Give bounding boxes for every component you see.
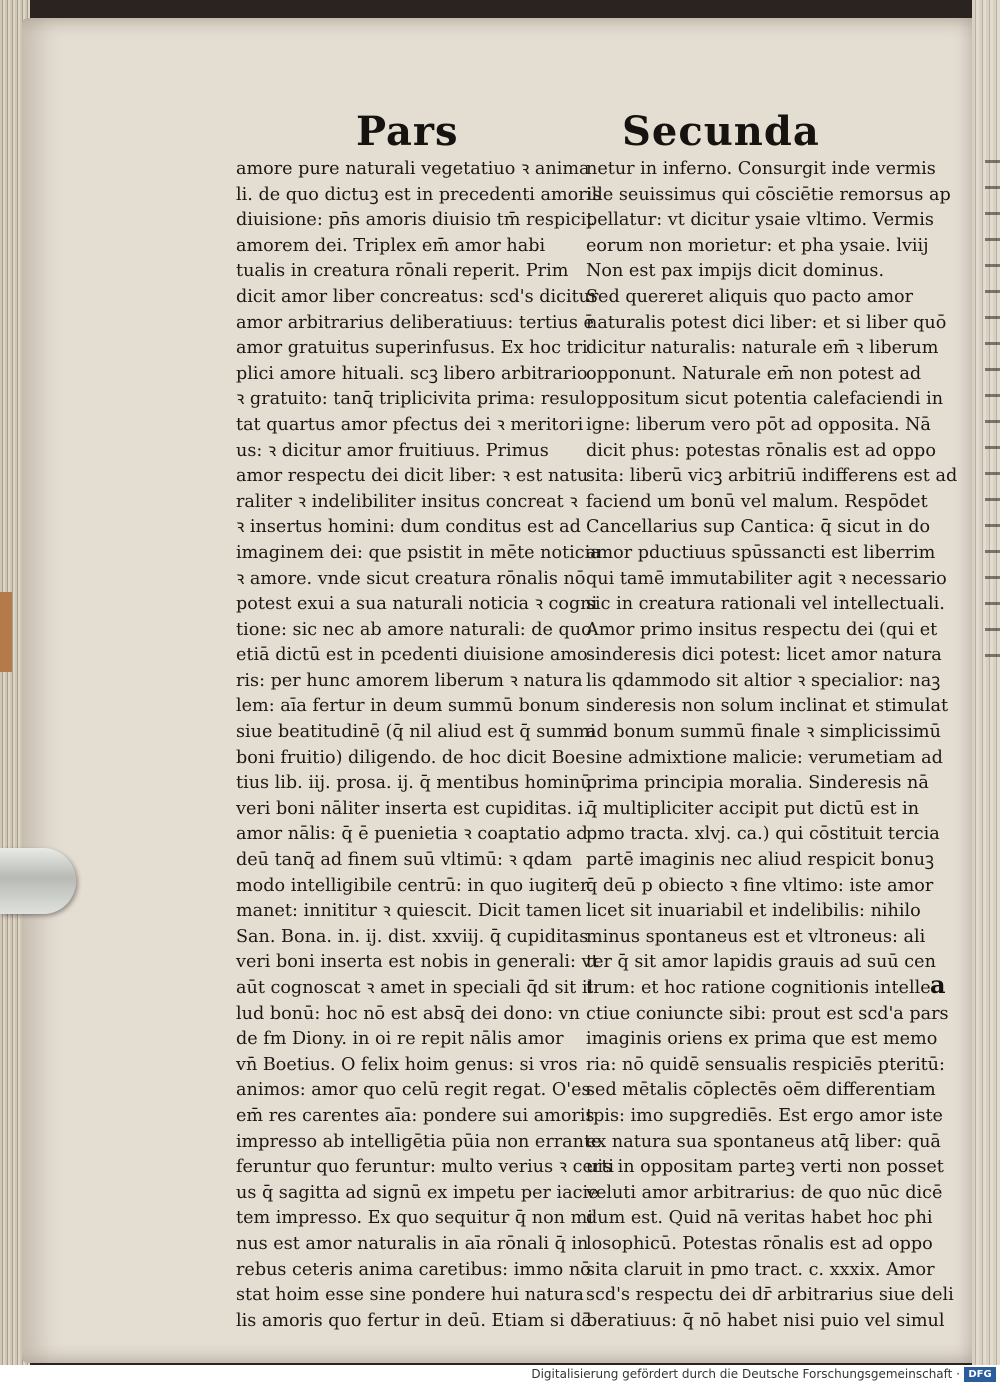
bookmark-tab — [0, 592, 12, 672]
text-line: amor arbitrarius deliberatiuus: tertius ē — [236, 312, 594, 333]
text-line: de fm Diony. in oi re repit nālis amor — [236, 1029, 564, 1050]
text-line: amorem dei. Triplex em̄ amor habi — [236, 235, 546, 256]
text-line: sinderesis dici potest: licet amor natura — [586, 645, 942, 666]
text-column-right — [586, 157, 958, 1334]
text-line: dicitur naturalis: naturale em̄ ꝛ liberum — [586, 338, 939, 359]
text-column-left — [236, 157, 615, 1334]
text-line: manet: innititur ꝛ quiescit. Dicit tamen — [236, 901, 582, 922]
text-line: q̄ multipliciter accipit put dictū est in — [586, 798, 920, 819]
text-line: raliter ꝛ indelibiliter insitus concreat ꝛ — [236, 491, 578, 512]
text-line: dicit phus: potestas rōnalis est ad oppo — [586, 440, 936, 461]
text-line: imaginis oriens ex prima que est memo — [586, 1029, 938, 1050]
text-line: tem impresso. Ex quo sequitur q̄ non mi — [236, 1208, 593, 1229]
text-line: sic in creatura rationali vel intellectuali. — [586, 594, 945, 615]
text-line: scd's respectu dei dr̄ arbitrarius siue deli — [586, 1285, 954, 1306]
text-line: pmo tracta. xlvj. ca.) qui cōstituit tercia — [586, 824, 940, 845]
text-line: lis qdammodo sit altior ꝛ specialior: naꝫ — [586, 670, 941, 691]
text-line: ris: per hunc amorem liberum ꝛ natura — [236, 670, 583, 691]
text-line: oppositum sicut potentia calefaciendi in — [586, 389, 944, 410]
text-line: em̄ res carentes aīa: pondere sui amoris — [236, 1105, 595, 1126]
text-line: igne: liberum vero pōt ad opposita. Nā — [586, 414, 931, 435]
facing-page-bleed — [985, 160, 1000, 680]
text-line: veri boni inserta est nobis in generali: vt — [236, 952, 599, 973]
text-line: veri boni nāliter inserta est cupiditas. i. — [236, 798, 589, 819]
running-head-right: Secunda — [622, 108, 820, 155]
text-line: sita claruit in pmo tract. c. xxxix. Amor — [586, 1259, 935, 1280]
text-line: stat hoim esse sine pondere hui natura — [236, 1285, 584, 1306]
text-line: lud bonū: hoc nō est absq̄ dei dono: vn — [236, 1003, 580, 1024]
text-line: ctiue coniuncte sibi: prout est scd'a pars — [586, 1003, 949, 1024]
text-line: amor respectu dei dicit liber: ꝛ est natu — [236, 466, 589, 487]
text-line: sine admixtione malicie: verumetiam ad — [586, 747, 943, 768]
text-line: vn̄ Boetius. O felix hoim genus: si vros — [236, 1054, 578, 1075]
text-line: siue beatitudinē (q̄ nil aliud est q̄ summi — [236, 722, 596, 743]
text-line: Non est pax impijs dicit dominus. — [586, 261, 885, 282]
running-head-left: Pars — [356, 108, 459, 155]
text-line: sinderesis non solum inclinat et stimulat — [586, 696, 949, 717]
text-line: ad bonum summū finale ꝛ simplicissimū — [586, 722, 941, 743]
text-line: impresso ab intelligētia pūia non errante — [236, 1131, 602, 1152]
text-line: opponunt. Naturale em̄ non potest ad — [586, 363, 922, 384]
text-line: nus est amor naturalis in aīa rōnali q̄ in — [236, 1233, 589, 1254]
text-line: trum: et hoc ratione cognitionis intelle — [586, 978, 931, 998]
text-line: amor nālis: q̄ ē puenietia ꝛ coaptatio ad — [236, 824, 588, 845]
text-line: us q̄ sagitta ad signū ex impetu per iacie — [236, 1182, 599, 1203]
text-line: sed mētalis cōplectēs oēm differentiam — [586, 1080, 936, 1101]
text-line: ria: nō quidē sensualis respiciēs pteritū: — [586, 1054, 945, 1075]
text-line: feruntur quo feruntur: multo verius ꝛ certi — [236, 1157, 615, 1178]
text-line: lis amoris quo fertur in deū. Etiam si dā — [236, 1310, 592, 1331]
text-line: plici amore hituali. scꝫ libero arbitrario — [236, 363, 588, 384]
text-line: eorum non morietur: et pha ysaie. lviij — [586, 235, 929, 256]
text-line: tpis: imo supgrediēs. Est ergo amor iste — [586, 1105, 943, 1126]
text-line: minus spontaneus est et vltroneus: ali — [586, 926, 926, 947]
text-line: imaginem dei: que psistit in mēte noticia — [236, 542, 601, 563]
text-line: amor pductiuus spūssancti est liberrim — [586, 542, 936, 563]
text-line: tius lib. iij. prosa. ij. q̄ mentibus hominū — [236, 773, 592, 794]
text-line: ꝛ insertus homini: dum conditus est ad — [236, 517, 581, 538]
text-line: beratiuus: q̄ nō habet nisi puio vel simul — [586, 1310, 945, 1331]
text-line: ex natura sua spontaneus atq̄ liber: quā — [586, 1131, 941, 1152]
text-line: tualis in creatura rōnali reperit. Prim — [236, 261, 569, 282]
text-line: dum est. Quid nā veritas habet hoc phi — [586, 1208, 933, 1229]
text-line: pellatur: vt dicitur ysaie vltimo. Vermis — [586, 210, 934, 231]
dfg-logo: DFG — [964, 1367, 996, 1382]
signature-mark: a — [930, 970, 946, 999]
text-line: amore pure naturali vegetatiuo ꝛ anima — [236, 159, 590, 179]
book-clip — [0, 848, 76, 914]
text-line: Sed quereret aliquis quo pacto amor — [586, 286, 914, 307]
text-line: diuisione: pn̄s amoris diuisio tm̄ respicit — [236, 210, 594, 231]
text-line: uis in oppositam parteꝫ verti non posset — [586, 1157, 944, 1178]
text-line: potest exui a sua naturali noticia ꝛ cogni — [236, 594, 598, 615]
text-line: q̄ deū p obiecto ꝛ fine vltimo: iste amor — [586, 875, 934, 896]
text-line: naturalis potest dici liber: et si liber quō — [586, 312, 947, 333]
text-line: deū tanq̄ ad finem suū vltimū: ꝛ qdam — [236, 850, 573, 871]
text-line: boni fruitio) diligendo. de hoc dicit Boe — [236, 747, 586, 768]
funding-credit: Digitalisierung gefördert durch die Deutsche Forschungsgemeinschaft · — [531, 1367, 960, 1381]
text-line: losophicū. Potestas rōnalis est ad oppo — [586, 1233, 933, 1254]
text-line: prima principia moralia. Sinderesis nā — [586, 773, 929, 794]
text-line: amor gratuitus superinfusus. Ex hoc tri — [236, 338, 588, 359]
text-line: tione: sic nec ab amore naturali: de quo — [236, 619, 592, 640]
text-line: li. de quo dictuꝫ est in precedenti amoris — [236, 184, 602, 205]
text-line: aūt cognoscat ꝛ amet in speciali q̄d sit il — [236, 978, 594, 998]
text-line: animos: amor quo celū regit regat. O'es — [236, 1080, 591, 1101]
text-line: ille seuissimus qui cōsciētie remorsus ap — [586, 184, 951, 205]
text-line: Amor primo insitus respectu dei (qui et — [586, 619, 938, 640]
text-line: San. Bona. in. ij. dist. xxviij. q̄ cupiditas — [236, 926, 589, 947]
text-line: tat quartus amor pfectus dei ꝛ meritori — [236, 414, 584, 435]
footer-bar — [0, 1365, 1000, 1385]
text-line: ꝛ gratuito: tanq̄ triplicivita prima: resul — [236, 389, 586, 410]
text-line: dicit amor liber concreatus: scd's dicitur — [236, 286, 599, 307]
text-line: veluti amor arbitrarius: de quo nūc dicē — [586, 1182, 943, 1203]
text-line: modo intelligibile centrū: in quo iugiter — [236, 875, 589, 896]
text-line: Cancellarius sup Cantica: q̄ sicut in do — [586, 517, 931, 538]
text-line: etiā dictū est in pcedenti diuisione amo — [236, 645, 588, 666]
text-line: partē imaginis nec aliud respicit bonuꝫ — [586, 850, 935, 871]
text-line: rebus ceteris anima caretibus: immo nō — [236, 1259, 591, 1280]
text-line: faciend um bonū vel malum. Respōdet — [586, 491, 928, 512]
text-line: licet sit inuariabil et indelibilis: nihilo — [586, 901, 921, 922]
text-line: netur in inferno. Consurgit inde vermis — [586, 159, 936, 179]
text-line: qui tamē immutabiliter agit ꝛ necessario — [586, 568, 947, 589]
text-line: ter q̄ sit amor lapidis grauis ad suū cen — [586, 952, 936, 973]
text-line: us: ꝛ dicitur amor fruitiuus. Primus — [236, 440, 549, 461]
text-line: lem: aīa fertur in deum summū bonum — [236, 696, 580, 717]
text-line: sita: liberū vicꝫ arbitriū indifferens est ad — [586, 466, 958, 487]
text-line: ꝛ amore. vnde sicut creatura rōnalis nō — [236, 568, 586, 589]
